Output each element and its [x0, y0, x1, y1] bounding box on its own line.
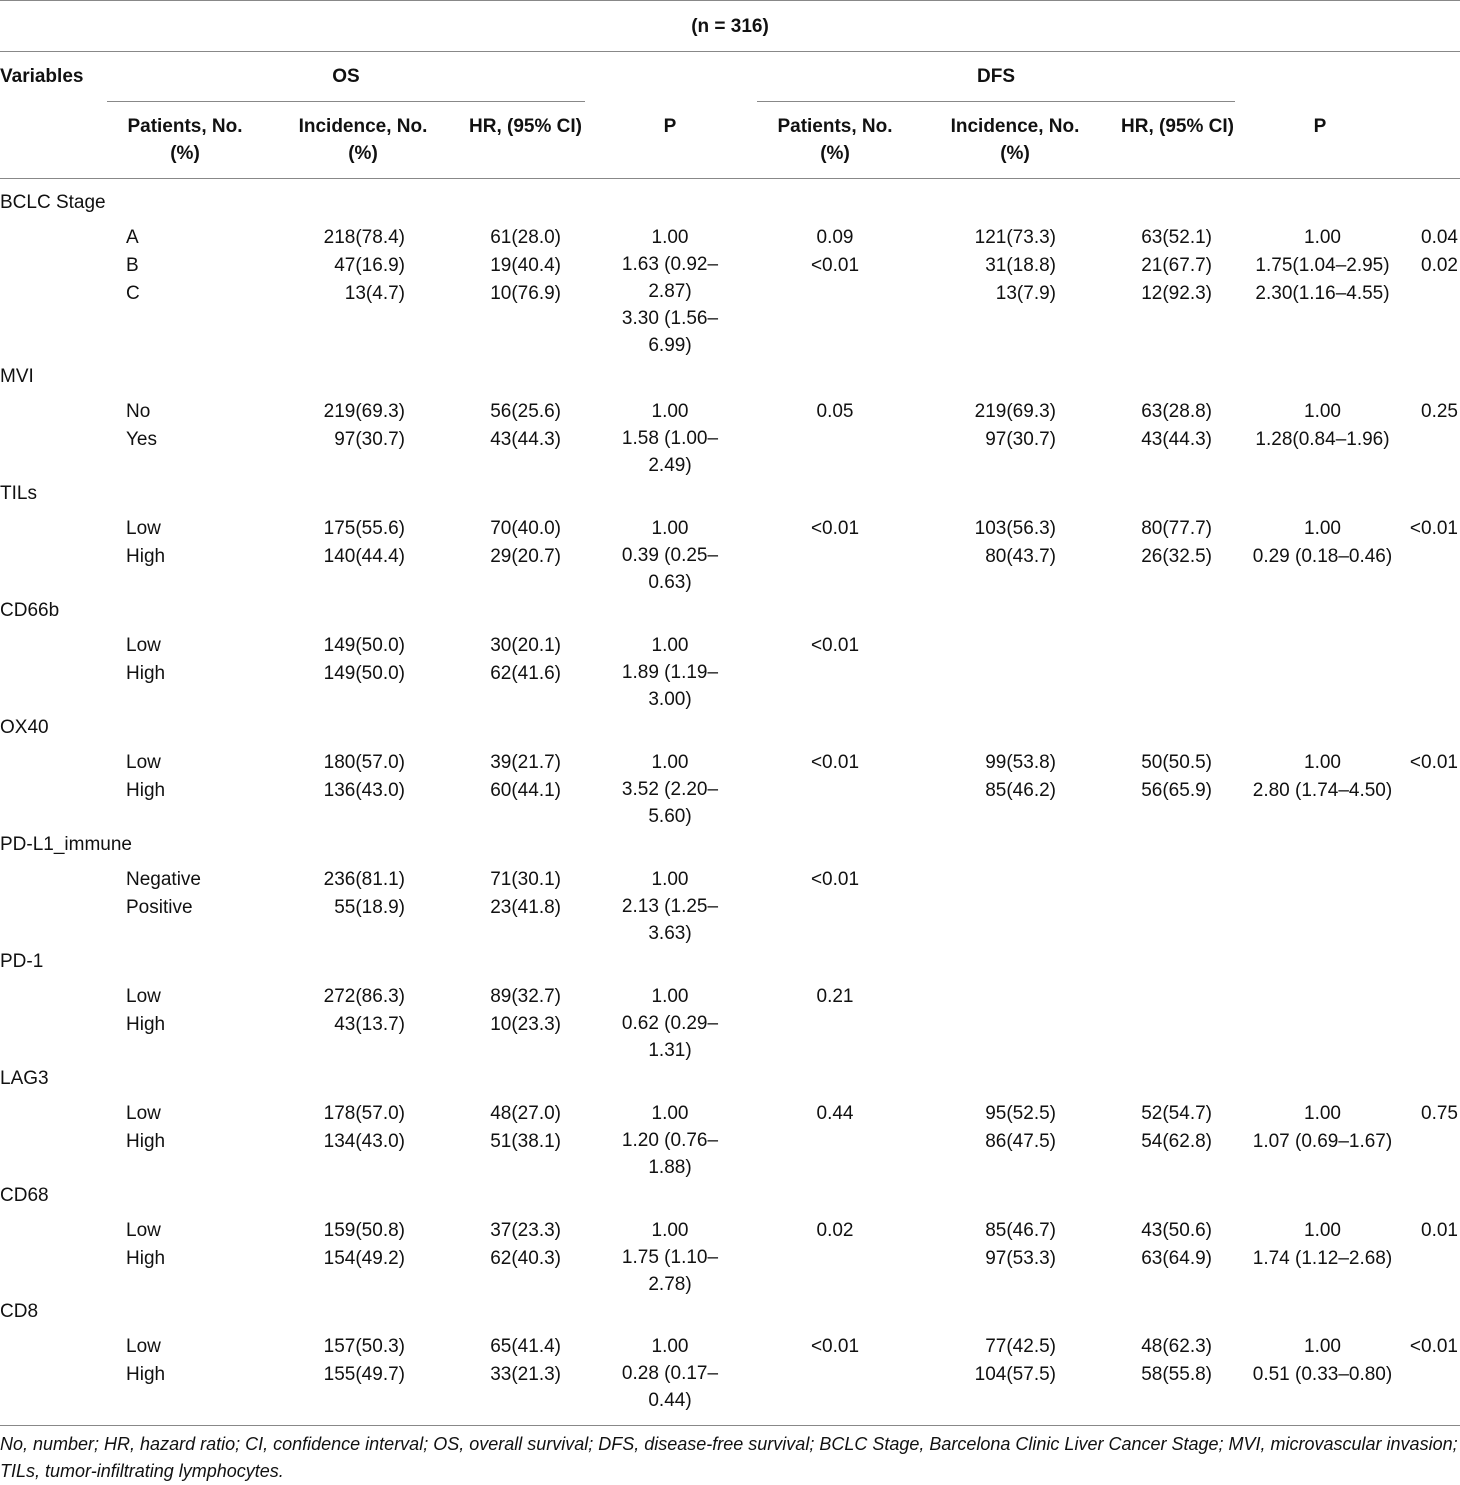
os-hr-cell: 1.00	[651, 1103, 689, 1124]
os-p-cell: <0.01	[810, 869, 860, 890]
row-label: Yes	[126, 429, 157, 450]
row-label: Low	[126, 635, 161, 656]
n-rule	[0, 51, 1460, 52]
row-label: No	[126, 401, 151, 422]
dfs-hr-cell: 1.00	[1304, 752, 1341, 773]
dfs-incidence-cell: 43(50.6)	[1141, 1220, 1212, 1241]
os-hr-cell: 1.00	[651, 869, 689, 890]
dfs-incidence-cell: 63(64.9)	[1141, 1248, 1212, 1269]
dfs-hr-header: HR, (95% CI)	[1121, 116, 1234, 137]
os-hr-stack	[610, 398, 730, 479]
row-label: B	[126, 255, 139, 276]
os-patients-cell: 159(50.8)	[323, 1220, 405, 1241]
dfs-hr-cell: 2.80 (1.74–4.50)	[1252, 780, 1393, 801]
row-label: High	[126, 546, 166, 567]
group-label: CD8	[0, 1301, 39, 1322]
os-hr-cell: 1.00	[651, 752, 689, 773]
os-patients-header: Patients, No. (%)	[127, 116, 243, 164]
dfs-p-cell: 0.04	[1421, 227, 1458, 248]
dfs-hr-cell: 1.00	[1304, 1220, 1341, 1241]
row-label: Positive	[126, 897, 193, 918]
os-incidence-cell: 65(41.4)	[490, 1336, 561, 1357]
os-hr-stack	[610, 1333, 730, 1414]
os-incidence-cell: 48(27.0)	[490, 1103, 561, 1124]
dfs-incidence-cell: 21(67.7)	[1141, 255, 1212, 276]
group-label: BCLC Stage	[0, 192, 106, 213]
os-header: OS	[332, 66, 360, 87]
os-patients-cell: 236(81.1)	[323, 869, 405, 890]
os-incidence-cell: 60(44.1)	[490, 780, 561, 801]
os-hr-cell: 2.13 (1.25–3.63)	[621, 896, 719, 944]
row-label: High	[126, 1014, 166, 1035]
dfs-incidence-header: Incidence, No. (%)	[950, 116, 1080, 164]
os-incidence-cell: 56(25.6)	[490, 401, 561, 422]
os-patients-cell: 272(86.3)	[323, 986, 405, 1007]
top-rule	[0, 0, 1460, 1]
dfs-p-cell: <0.01	[1409, 1336, 1458, 1357]
os-incidence-cell: 62(41.6)	[490, 663, 561, 684]
dfs-p-cell: 0.01	[1421, 1220, 1458, 1241]
os-group-rule	[107, 101, 585, 102]
dfs-patients-cell: 31(18.8)	[985, 255, 1056, 276]
os-p-cell: <0.01	[810, 1336, 860, 1357]
os-p-cell: <0.01	[810, 752, 860, 773]
os-incidence-cell: 89(32.7)	[490, 986, 561, 1007]
os-hr-cell: 1.75 (1.10–2.78)	[621, 1247, 719, 1295]
os-patients-cell: 178(57.0)	[323, 1103, 405, 1124]
os-patients-cell: 97(30.7)	[334, 429, 405, 450]
os-incidence-cell: 70(40.0)	[490, 518, 561, 539]
dfs-hr-cell: 1.00	[1304, 518, 1341, 539]
os-patients-cell: 180(57.0)	[323, 752, 405, 773]
os-hr-cell: 1.00	[651, 227, 689, 248]
dfs-incidence-cell: 50(50.5)	[1141, 752, 1212, 773]
os-patients-cell: 47(16.9)	[334, 255, 405, 276]
os-hr-cell: 3.52 (2.20–5.60)	[621, 779, 719, 827]
os-p-cell: <0.01	[810, 255, 860, 276]
row-label: High	[126, 1131, 166, 1152]
group-label: OX40	[0, 717, 49, 738]
row-label: High	[126, 1364, 166, 1385]
dfs-hr-cell: 1.75(1.04–2.95)	[1255, 255, 1390, 276]
os-patients-cell: 13(4.7)	[344, 283, 405, 304]
os-patients-cell: 219(69.3)	[323, 401, 405, 422]
row-label: Negative	[126, 869, 201, 890]
os-p-cell: 0.05	[816, 401, 854, 422]
os-hr-cell: 1.63 (0.92–2.87)	[621, 254, 719, 302]
os-patients-cell: 55(18.9)	[334, 897, 405, 918]
os-hr-cell: 0.28 (0.17–0.44)	[621, 1363, 719, 1411]
row-label: High	[126, 780, 166, 801]
row-label: Low	[126, 1220, 161, 1241]
os-incidence-cell: 51(38.1)	[490, 1131, 561, 1152]
dfs-header: DFS	[977, 66, 1015, 87]
dfs-incidence-cell: 80(77.7)	[1141, 518, 1212, 539]
os-patients-cell: 149(50.0)	[323, 635, 405, 656]
os-patients-cell: 136(43.0)	[323, 780, 405, 801]
os-patients-cell: 218(78.4)	[323, 227, 405, 248]
os-p-header: P	[663, 116, 677, 137]
dfs-patients-cell: 97(30.7)	[985, 429, 1056, 450]
dfs-incidence-cell: 56(65.9)	[1141, 780, 1212, 801]
os-p-cell: 0.21	[816, 986, 854, 1007]
row-label: High	[126, 1248, 166, 1269]
dfs-patients-cell: 77(42.5)	[985, 1336, 1056, 1357]
os-incidence-cell: 30(20.1)	[490, 635, 561, 656]
group-label: PD-1	[0, 951, 44, 972]
os-p-cell: 0.44	[816, 1103, 854, 1124]
dfs-incidence-cell: 48(62.3)	[1141, 1336, 1212, 1357]
dfs-incidence-cell: 52(54.7)	[1141, 1103, 1212, 1124]
dfs-hr-cell: 1.00	[1304, 1336, 1341, 1357]
dfs-p-cell: 0.25	[1421, 401, 1458, 422]
group-label: LAG3	[0, 1068, 49, 1089]
os-hr-cell: 1.89 (1.19–3.00)	[621, 662, 719, 710]
row-label: Low	[126, 986, 161, 1007]
os-incidence-cell: 61(28.0)	[490, 227, 561, 248]
os-hr-cell: 1.00	[651, 635, 689, 656]
os-hr-cell: 0.39 (0.25–0.63)	[621, 545, 719, 593]
os-incidence-cell: 10(76.9)	[490, 283, 561, 304]
row-label: Low	[126, 1336, 161, 1357]
os-patients-cell: 149(50.0)	[323, 663, 405, 684]
dfs-patients-cell: 103(56.3)	[974, 518, 1056, 539]
dfs-patients-cell: 97(53.3)	[985, 1248, 1056, 1269]
os-hr-stack	[610, 1100, 730, 1181]
os-incidence-cell: 62(40.3)	[490, 1248, 561, 1269]
os-patients-cell: 43(13.7)	[334, 1014, 405, 1035]
os-p-cell: 0.09	[816, 227, 854, 248]
dfs-p-cell: 0.75	[1421, 1103, 1458, 1124]
dfs-patients-cell: 95(52.5)	[985, 1103, 1056, 1124]
dfs-incidence-cell: 63(28.8)	[1141, 401, 1212, 422]
os-incidence-header: Incidence, No. (%)	[298, 116, 428, 164]
dfs-hr-cell: 1.28(0.84–1.96)	[1255, 429, 1390, 450]
os-hr-cell: 0.62 (0.29–1.31)	[621, 1013, 719, 1061]
dfs-patients-cell: 219(69.3)	[974, 401, 1056, 422]
os-p-cell: <0.01	[810, 635, 860, 656]
dfs-patients-cell: 99(53.8)	[985, 752, 1056, 773]
group-label: MVI	[0, 366, 34, 387]
os-hr-cell: 1.20 (0.76–1.88)	[621, 1130, 719, 1178]
dfs-hr-cell: 1.00	[1304, 401, 1341, 422]
os-hr-cell: 1.00	[651, 1336, 689, 1357]
dfs-incidence-cell: 26(32.5)	[1141, 546, 1212, 567]
dfs-incidence-cell: 54(62.8)	[1141, 1131, 1212, 1152]
dfs-patients-cell: 86(47.5)	[985, 1131, 1056, 1152]
os-hr-cell: 1.00	[651, 1220, 689, 1241]
dfs-patients-cell: 13(7.9)	[995, 283, 1056, 304]
group-label: CD68	[0, 1185, 49, 1206]
os-hr-stack	[610, 632, 730, 713]
group-label: PD-L1_immune	[0, 834, 132, 855]
os-incidence-cell: 39(21.7)	[490, 752, 561, 773]
dfs-p-header: P	[1313, 116, 1327, 137]
os-incidence-cell: 29(20.7)	[490, 546, 561, 567]
os-hr-cell: 1.00	[651, 518, 689, 539]
os-incidence-cell: 33(21.3)	[490, 1364, 561, 1385]
row-label: Low	[126, 1103, 161, 1124]
row-label: Low	[126, 518, 161, 539]
dfs-patients-cell: 121(73.3)	[974, 227, 1056, 248]
os-patients-cell: 157(50.3)	[323, 1336, 405, 1357]
dfs-p-cell: 0.02	[1421, 255, 1458, 276]
dfs-patients-cell: 85(46.7)	[985, 1220, 1056, 1241]
row-label: High	[126, 663, 166, 684]
os-patients-cell: 175(55.6)	[323, 518, 405, 539]
dfs-hr-cell: 0.51 (0.33–0.80)	[1252, 1364, 1393, 1385]
n-label: (n = 316)	[691, 16, 769, 37]
os-incidence-cell: 71(30.1)	[490, 869, 561, 890]
table-footnote: No, number; HR, hazard ratio; CI, confidence interval; OS, overall survival; DFS, disease-free survival; BCLC Stage, Barcelona Clinic Liver Cancer Stage; MVI, microvascular invasion; TILs, tumor-infiltrating lymphocytes.	[0, 1434, 1458, 1481]
dfs-hr-cell: 1.00	[1304, 227, 1341, 248]
os-hr-cell: 1.00	[651, 986, 689, 1007]
group-label: CD66b	[0, 600, 60, 621]
os-hr-stack	[610, 866, 730, 947]
os-patients-cell: 155(49.7)	[323, 1364, 405, 1385]
os-hr-header: HR, (95% CI)	[469, 116, 582, 137]
os-hr-cell: 1.58 (1.00–2.49)	[621, 428, 719, 476]
row-label: C	[126, 283, 140, 304]
os-hr-stack	[610, 224, 730, 359]
group-label: TILs	[0, 483, 37, 504]
os-incidence-cell: 19(40.4)	[490, 255, 561, 276]
os-hr-stack	[610, 749, 730, 830]
row-label: Low	[126, 752, 161, 773]
dfs-hr-cell: 1.07 (0.69–1.67)	[1252, 1131, 1393, 1152]
dfs-hr-cell: 1.00	[1304, 1103, 1341, 1124]
dfs-incidence-cell: 63(52.1)	[1141, 227, 1212, 248]
os-incidence-cell: 37(23.3)	[490, 1220, 561, 1241]
os-hr-stack	[610, 515, 730, 596]
os-hr-cell: 1.00	[651, 401, 689, 422]
header-bottom-rule	[0, 178, 1460, 179]
dfs-patients-cell: 80(43.7)	[985, 546, 1056, 567]
dfs-p-cell: <0.01	[1409, 752, 1458, 773]
os-patients-cell: 134(43.0)	[323, 1131, 405, 1152]
os-hr-cell: 3.30 (1.56–6.99)	[621, 308, 719, 356]
dfs-patients-cell: 85(46.2)	[985, 780, 1056, 801]
table-bottom-rule	[0, 1425, 1460, 1426]
dfs-incidence-cell: 12(92.3)	[1141, 283, 1212, 304]
dfs-incidence-cell: 58(55.8)	[1141, 1364, 1212, 1385]
os-hr-stack	[610, 983, 730, 1064]
os-p-cell: <0.01	[810, 518, 860, 539]
dfs-hr-cell: 1.74 (1.12–2.68)	[1252, 1248, 1393, 1269]
dfs-p-cell: <0.01	[1409, 518, 1458, 539]
os-incidence-cell: 23(41.8)	[490, 897, 561, 918]
os-p-cell: 0.02	[816, 1220, 854, 1241]
row-label: A	[126, 227, 139, 248]
os-incidence-cell: 43(44.3)	[490, 429, 561, 450]
variables-header: Variables	[0, 66, 84, 87]
os-hr-stack	[610, 1217, 730, 1298]
dfs-incidence-cell: 43(44.3)	[1141, 429, 1212, 450]
os-incidence-cell: 10(23.3)	[490, 1014, 561, 1035]
dfs-patients-cell: 104(57.5)	[974, 1364, 1056, 1385]
os-patients-cell: 154(49.2)	[323, 1248, 405, 1269]
os-patients-cell: 140(44.4)	[323, 546, 405, 567]
dfs-hr-cell: 0.29 (0.18–0.46)	[1252, 546, 1393, 567]
dfs-hr-cell: 2.30(1.16–4.55)	[1255, 283, 1390, 304]
dfs-group-rule	[757, 101, 1235, 102]
dfs-patients-header: Patients, No. (%)	[777, 116, 893, 164]
